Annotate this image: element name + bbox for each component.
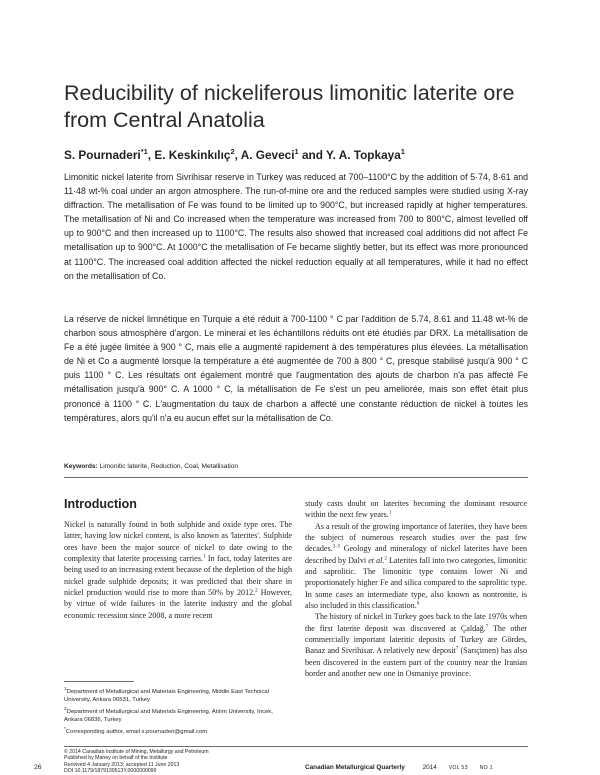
reference-mark[interactable]: 2 (255, 588, 258, 594)
journal-footer (305, 764, 527, 771)
journal-number: NO 1 (479, 765, 493, 771)
author-affiliation: *1 (140, 147, 148, 156)
body-paragraph: As a result of the growing importance of laterites, they have been the subject of numerous research studies over the past few decades.$^{3-5}$ Geology and mineralogy of nickel laterites have been described by Dalvi et al.$^2$ Laterites fall into two categories, limonitic and saprolitic. The limonitic type contains lower Ni and proportionately higher Fe and silica compared to the saprolitic type. In some cases an intermediate type, also known as nontronite, is also included in this classification.$^6$ (305, 521, 527, 611)
publisher-info: © 2014 Canadian Institute of Mining, Metallurgy and Petroleum Published by Maney on behalf of the Institute Received 4 January 2013; accepted 11 June 2013 DOI 10.1179/1879139513Y.0000000099 (64, 749, 304, 775)
author-name: A. Geveci (240, 147, 295, 162)
body-paragraph: The history of nickel in Turkey goes back to the late 1970s when the first laterite deposit was discovered at Çaldağ.$^7$ The other commercially important lateritic deposits of Turkey are Gördes, Banaz and Sivrihisar. A relatively new deposit$^7$ (Sarıçimen) has also been discovered in the eastern part of the country near the Iranian border and another new one in Osmaniye province. (305, 612, 527, 679)
journal-volume: VOL 53 (448, 765, 468, 771)
footnote-divider (64, 681, 134, 682)
body-paragraph: Nickel is naturally found in both sulphide and oxide type ores. The latter, having low nickel content, is also known as 'laterites'. Sulphide ores have been the major source of nickel to date owing to the complexity that laterite processing carries.$^1$ In fact, today laterites are being used to an increasing extent because of the depletion of the high nickel grade sulphide deposits; it was predicted that their share in nickel production would rise to more than 50% by 2012.$^2$ However, by virtue of wide failures in the laterite industry and the global economic recession since 2008, a more recent (64, 520, 292, 620)
author-list: S. Pournaderi$^{*1}$, E. Keskinkılıç$^2$, A. Geveci$^1$ and Y. A. Topkaya$^1$ (64, 147, 405, 162)
author-name: Y. A. Topkaya (326, 147, 401, 162)
doi-link[interactable]: DOI 10.1179/1879139513Y.0000000099 (64, 768, 157, 775)
footnotes (64, 686, 292, 738)
author-name: E. Keskinkılıç (154, 147, 231, 162)
author-name: S. Pournaderi (64, 147, 141, 162)
author-affiliation: 2 (230, 147, 235, 156)
page-number: 26 (34, 764, 42, 771)
keywords-label: Keywords: (64, 463, 98, 470)
reference-mark[interactable]: 1 (202, 554, 206, 560)
body-paragraph: study casts doubt on laterites becoming the dominant resource within the next few years.$^1$ (305, 499, 527, 520)
reference-mark[interactable]: 6 (416, 601, 420, 607)
paper-title: Reducibility of nickeliferous limonitic laterite ore from Central Anatolia (64, 81, 515, 132)
abstract-divider (64, 477, 528, 478)
abstract-french: La réserve de nickel limnétique en Turquie a été réduit à 700-1100 ° C par l'addition de 5.74, 8.61 and 11.48 wt-% de charbon sous atmosphère d'argon. Le minerai et les échantillons réduits ont été étudiés par DRX. La métallisation de Fe a été jugée limitée à 900 ° C, mais elle a augmenté rapidement à des températures plus élevées. La métallisation de Ni et Co a augmenté lorsque la température a été augmentée de 700 à 800 ° C, presque stabilisé jusqu'à 900 ° C puis 1100 ° C. Les résultats ont également montré que l'augmentation des ajouts de charbon n'a pas affecté Fe métallisation jusqu'à 900° C. A 1000 ° C, la métallisation de Fe s'est un peu ameliorée, mais son effet était plus prononcé à 1100 ° C. L'augmentation du taux de charbon a affecté une constante réduction de nickel à toutes les températures, alors qu'il n'a eu aucun effet sur la métallisation de Co. (64, 314, 528, 423)
keywords (64, 463, 528, 470)
footer-divider (64, 746, 528, 747)
intro-column-right (305, 498, 527, 680)
author-affiliation: 1 (400, 147, 405, 156)
footnote: *Corresponding author, email s.pournaderi@gmail.com (64, 727, 208, 736)
reference-mark[interactable]: 7 (455, 646, 459, 652)
journal-name: Canadian Metallurgical Quarterly (305, 764, 405, 771)
author-affiliation: 1 (294, 147, 299, 156)
intro-column-left (64, 519, 292, 621)
section-heading-introduction: Introduction (64, 497, 137, 511)
journal-year: 2014 (422, 764, 437, 771)
abstract-english: Limonitic nickel laterite from Sivrihisar reserve in Turkey was reduced at 700–1100°C by the addition of 5·74, 8·61 and 11·48 wt-% coal under an argon atmosphere. The run-of-mine ore and the reduced samples were studied using X-ray diffraction. The metallisation of Fe was found to be limited up to 900°C, but increased rapidly at higher temperatures. The metallisation of Ni and Co increased when the temperature was increased from 700 to 800°C, almost levelled off up to 900°C and then increased up to 1100°C. The results also showed that increased coal additions did not affect Fe metallisation up to 900°C. At 1000°C the metallisation of Fe became slightly better, but its effect was more pronounced at 1100°C. The increased coal addition affected the nickel reduction equally at all temperatures, while it had no effect on the metallisation of Co. (64, 172, 528, 281)
reference-mark[interactable]: 7 (485, 624, 489, 630)
reference-mark[interactable]: 2 (384, 556, 387, 562)
reference-mark[interactable]: 3–5 (332, 544, 341, 550)
reference-mark[interactable]: 1 (388, 510, 392, 516)
keywords-list: Limonitic laterite, Reduction, Coal, Metallisation (99, 463, 239, 470)
footnote: $^2$Department of Metallurgical and Materials Engineering, Atılım University, Incek, Ankara 06836, Turkey (64, 707, 273, 724)
footnote: $^1$Department of Metallurgical and Materials Engineering, Middle East Technical University, Ankara 06531, Turkey (64, 687, 269, 704)
